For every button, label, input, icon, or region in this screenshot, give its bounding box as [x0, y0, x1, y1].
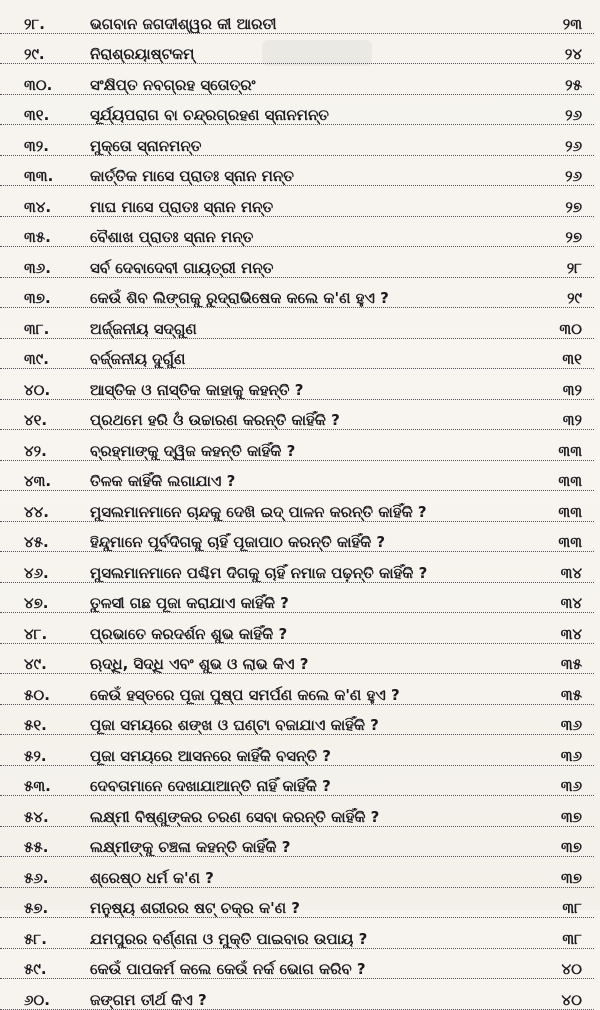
entry-number: ୫୨. — [24, 746, 47, 765]
toc-entry — [0, 827, 594, 858]
entry-number: ୩୦. — [24, 75, 53, 94]
toc-entry — [0, 278, 594, 309]
entry-number: ୬୦. — [24, 990, 50, 1009]
entry-page-number: ୩୧ — [562, 350, 582, 368]
toc-entry — [0, 766, 594, 797]
toc-entry — [0, 979, 594, 1010]
entry-page-number: ୩୭ — [561, 838, 582, 856]
entry-title: ନିରାଶ୍ରୟାଷ୍ଟକମ୍ — [90, 45, 195, 63]
entry-page-number: ୨୭ — [565, 228, 582, 246]
entry-page-number: ୩୦ — [559, 319, 582, 338]
entry-title: ବୈଶାଖ ପ୍ରାତଃ ସ୍ନାନ ମନ୍ତ — [90, 228, 254, 246]
entry-title: ମନୁଷ୍ୟ ଶରୀରର ଷଟ୍ ଚକ୍ର କ'ଣ ? — [90, 899, 300, 917]
entry-title: ମୁକ୍ତୋ ସ୍ନାନମନ୍ତ — [90, 136, 202, 155]
entry-title: ଯମପୁରର ବର୍ଣ୍ଣନା ଓ ମୁକ୍ତି ପାଇବାର ଉପାୟ ? — [90, 929, 368, 948]
entry-page-number: ୩୭ — [561, 868, 582, 887]
entry-number: ୩୫. — [24, 228, 51, 246]
toc-entry — [0, 430, 594, 461]
toc-entry — [0, 247, 594, 278]
toc-entry — [0, 95, 594, 126]
entry-title: ଲକ୍ଷ୍ମୀ ବିଷ୍ଣୁଙ୍କର ଚରଣ ସେବା କରନ୍ତି କାହିଁକି ? — [90, 807, 380, 826]
entry-number: ୩୯. — [24, 350, 49, 368]
entry-number: ୫୦. — [24, 685, 50, 704]
entry-title: ଜଙ୍ଗମ ତୀର୍ଥ କିଏ ? — [90, 990, 207, 1009]
entry-number: ୨୮. — [24, 14, 45, 33]
entry-number: ୫୫. — [24, 838, 49, 856]
entry-page-number: ୩୨ — [562, 380, 582, 399]
toc-entry — [0, 186, 594, 217]
table-of-contents — [0, 3, 600, 1010]
entry-title: ଶ୍ରେଷ୍ଠ ଧର୍ମ କ'ଣ ? — [90, 868, 214, 887]
entry-number: ୫୧. — [24, 716, 47, 734]
toc-entry — [0, 644, 594, 675]
entry-title: ଲକ୍ଷ୍ମୀଙ୍କୁ ଚଞ୍ଚଳା କହନ୍ତି କାହିଁକି ? — [90, 838, 291, 856]
entry-page-number: ୩୪ — [560, 594, 582, 612]
toc-entry — [0, 3, 594, 34]
toc-entry — [0, 705, 594, 736]
entry-page-number: ୨୪ — [564, 45, 582, 63]
entry-number: ୪୭. — [24, 594, 49, 612]
toc-entry — [0, 552, 594, 583]
entry-title: ମୁସଲମାନମାନେ ପଶ୍ଚିମ ଦିଗକୁ ଚାହିଁ ନମାଜ ପଢ଼ନ୍ତି କାହିଁକି ? — [90, 563, 428, 582]
entry-number: ୩୭. — [24, 289, 51, 307]
toc-entry — [0, 491, 594, 522]
entry-page-number: ୩୮ — [562, 899, 582, 917]
entry-page-number: ୩୩ — [558, 502, 582, 521]
entry-page-number: ୨୮ — [566, 258, 582, 277]
entry-page-number: ୪୦ — [561, 990, 582, 1009]
entry-number: ୩୪. — [24, 197, 52, 216]
toc-entry — [0, 217, 594, 248]
entry-page-number: ୩୬ — [560, 746, 582, 765]
entry-number: ୫୮. — [24, 929, 47, 948]
toc-entry — [0, 583, 594, 614]
entry-title: ଅର୍ଜ୍ଜନୀୟ ସଦ୍‌ଗୁଣ — [90, 319, 197, 338]
entry-page-number: ୩୬ — [560, 716, 582, 734]
toc-entry — [0, 796, 594, 827]
entry-title: ହିନ୍ଦୁମାନେ ପୂର୍ବଦିଗକୁ ଚାହିଁ ପୂଜାପାଠ କରନ୍ତି କାହିଁକି ? — [90, 533, 386, 551]
toc-entry — [0, 522, 594, 553]
entry-title: ଆସ୍ତିକ ଓ ନାସ୍ତିକ କାହାକୁ କହନ୍ତି ? — [90, 380, 304, 399]
entry-title: କେଉଁ ଶିବ ଲିଙ୍ଗକୁ ରୁଦ୍ରାଭିଷେକ କଲେ କ'ଣ ହୁଏ ? — [90, 289, 389, 307]
entry-page-number: ୩୨ — [562, 411, 582, 429]
entry-title: କେଉଁ ପାପକର୍ମ କଲେ କେଉଁ ନର୍କ ଭୋଗ କରିବ ? — [90, 960, 366, 978]
entry-number: ୫୭. — [24, 899, 49, 917]
entry-number: ୪୯. — [24, 655, 47, 673]
entry-title: ବର୍ଜ୍ଜନୀୟ ଦୁର୍ଗୁଣ — [90, 350, 186, 368]
entry-title: ତିଳକ କାହିଁକି ଲଗାଯାଏ ? — [90, 472, 236, 490]
toc-entry — [0, 918, 594, 949]
entry-page-number: ୨୭ — [565, 197, 582, 216]
entry-title: କେଉଁ ହସ୍ତରେ ପୂଜା ପୁଷ୍ପ ସମର୍ପଣ କଲେ କ'ଣ ହୁଏ ? — [90, 685, 400, 704]
entry-page-number: ୩୫ — [560, 655, 582, 673]
entry-title: ସୂର୍ଯ୍ୟପରାଗ ବା ଚନ୍ଦ୍ରଗ୍ରହଣ ସ୍ନାନମନ୍ତ — [90, 106, 330, 124]
entry-page-number: ୪୦ — [561, 960, 582, 978]
entry-title: ପ୍ରଭାତେ କରଦର୍ଶନ ଶୁଭ କାହିଁକି ? — [90, 624, 288, 643]
entry-page-number: ୨୬ — [565, 167, 582, 185]
toc-entry — [0, 400, 594, 431]
entry-page-number: ୨୫ — [565, 75, 582, 94]
toc-entry — [0, 735, 594, 766]
entry-page-number: ୩୬ — [560, 777, 582, 795]
entry-title: କାର୍ତ୍ତିକ ମାସେ ପ୍ରାତଃ ସ୍ନାନ ମନ୍ତ — [90, 167, 294, 185]
entry-number: ୩୧. — [24, 106, 50, 124]
toc-entry — [0, 613, 594, 644]
entry-title: ତୁଳସୀ ଗଛ ପୂଜା କରାଯାଏ କାହିଁକି ? — [90, 594, 289, 612]
entry-title: ସଂକ୍ଷିପ୍ତ ନବଗ୍ରହ ସ୍ତୋତ୍ରଂ — [90, 75, 256, 94]
entry-page-number: ୩୫ — [560, 685, 582, 704]
entry-title: ପ୍ରଥମେ ହରି ଓଁ ଉଚ୍ଚାରଣ କରନ୍ତି କାହିଁକି ? — [90, 411, 340, 429]
entry-number: ୩୨. — [24, 136, 49, 155]
toc-entry — [0, 125, 594, 156]
entry-title: ଋଦ୍ଧି, ସିଦ୍ଧି ଏବଂ ଶୁଭ ଓ ଲାଭ କିଏ ? — [90, 655, 309, 673]
entry-number: ୫୪. — [24, 807, 49, 826]
toc-entry — [0, 64, 594, 95]
toc-entry — [0, 339, 594, 370]
entry-number: ୪୦. — [24, 380, 51, 399]
toc-entry — [0, 949, 594, 980]
entry-title: ଭଗବାନ ଜଗଦୀଶ୍ୱର କୀ ଆରତୀ — [90, 14, 277, 33]
toc-entry — [0, 888, 594, 919]
entry-page-number: ୩୮ — [562, 929, 582, 948]
toc-entry — [0, 156, 594, 187]
entry-number: ୫୩. — [24, 777, 51, 795]
entry-number: ୨୯. — [24, 45, 45, 63]
toc-entry — [0, 674, 594, 705]
entry-number: ୪୧. — [24, 411, 48, 429]
entry-number: ୩୩. — [24, 167, 54, 185]
entry-number: ୩୬. — [24, 258, 51, 277]
entry-page-number: ୩୩ — [558, 472, 582, 490]
entry-title: ମାଘ ମାସେ ପ୍ରାତଃ ସ୍ନାନ ମନ୍ତ — [90, 197, 274, 216]
entry-number: ୪୪. — [24, 502, 49, 521]
entry-page-number: ୨୯ — [567, 289, 582, 307]
entry-number: ୩୮. — [24, 319, 50, 338]
entry-number: ୫୯. — [24, 960, 47, 978]
toc-entry — [0, 857, 594, 888]
toc-entry — [0, 461, 594, 492]
entry-page-number: ୨୩ — [562, 14, 582, 33]
entry-page-number: ୩୩ — [558, 533, 582, 551]
entry-title: ମୁସଲମାନମାନେ ଚାନ୍ଦକୁ ଦେଖି ଇଦ୍ ପାଳନ କରନ୍ତି କାହିଁକି ? — [90, 502, 427, 521]
entry-title: ପୂଜା ସମୟରେ ଆସନରେ କାହିଁକି ବସନ୍ତି ? — [90, 746, 331, 765]
entry-number: ୪୮. — [24, 624, 48, 643]
entry-page-number: ୩୪ — [560, 563, 582, 582]
entry-number: ୪୩. — [24, 472, 52, 490]
entry-page-number: ୨୬ — [565, 136, 582, 155]
toc-entry — [0, 34, 594, 65]
entry-page-number: ୩୪ — [560, 624, 582, 643]
entry-number: ୪୬. — [24, 563, 49, 582]
toc-entry — [0, 308, 594, 339]
entry-number: ୪୨. — [24, 441, 47, 460]
entry-title: ପୂଜା ସମୟରେ ଶଙ୍ଖ ଓ ଘଣ୍ଟା ବଜାଯାଏ କାହିଁକି ? — [90, 716, 379, 734]
entry-number: ୪୫. — [24, 533, 49, 551]
entry-page-number: ୩୩ — [558, 441, 582, 460]
entry-title: ଦେବତାମାନେ ଦେଖାଯାଆନ୍ତି ନାହିଁ କାହିଁକି ? — [90, 777, 331, 795]
entry-number: ୫୬. — [24, 868, 49, 887]
entry-page-number: ୩୭ — [561, 807, 582, 826]
entry-title: ସର୍ବ ଦେବାଦେବୀ ଗାୟତ୍ରୀ ମନ୍ତ — [90, 258, 274, 277]
entry-title: ବ୍ରହ୍ମାଙ୍କୁ ଦ୍ୱିଜ କହନ୍ତି କାହିଁକି ? — [90, 441, 296, 460]
entry-page-number: ୨୬ — [565, 106, 582, 124]
toc-entry — [0, 369, 594, 400]
